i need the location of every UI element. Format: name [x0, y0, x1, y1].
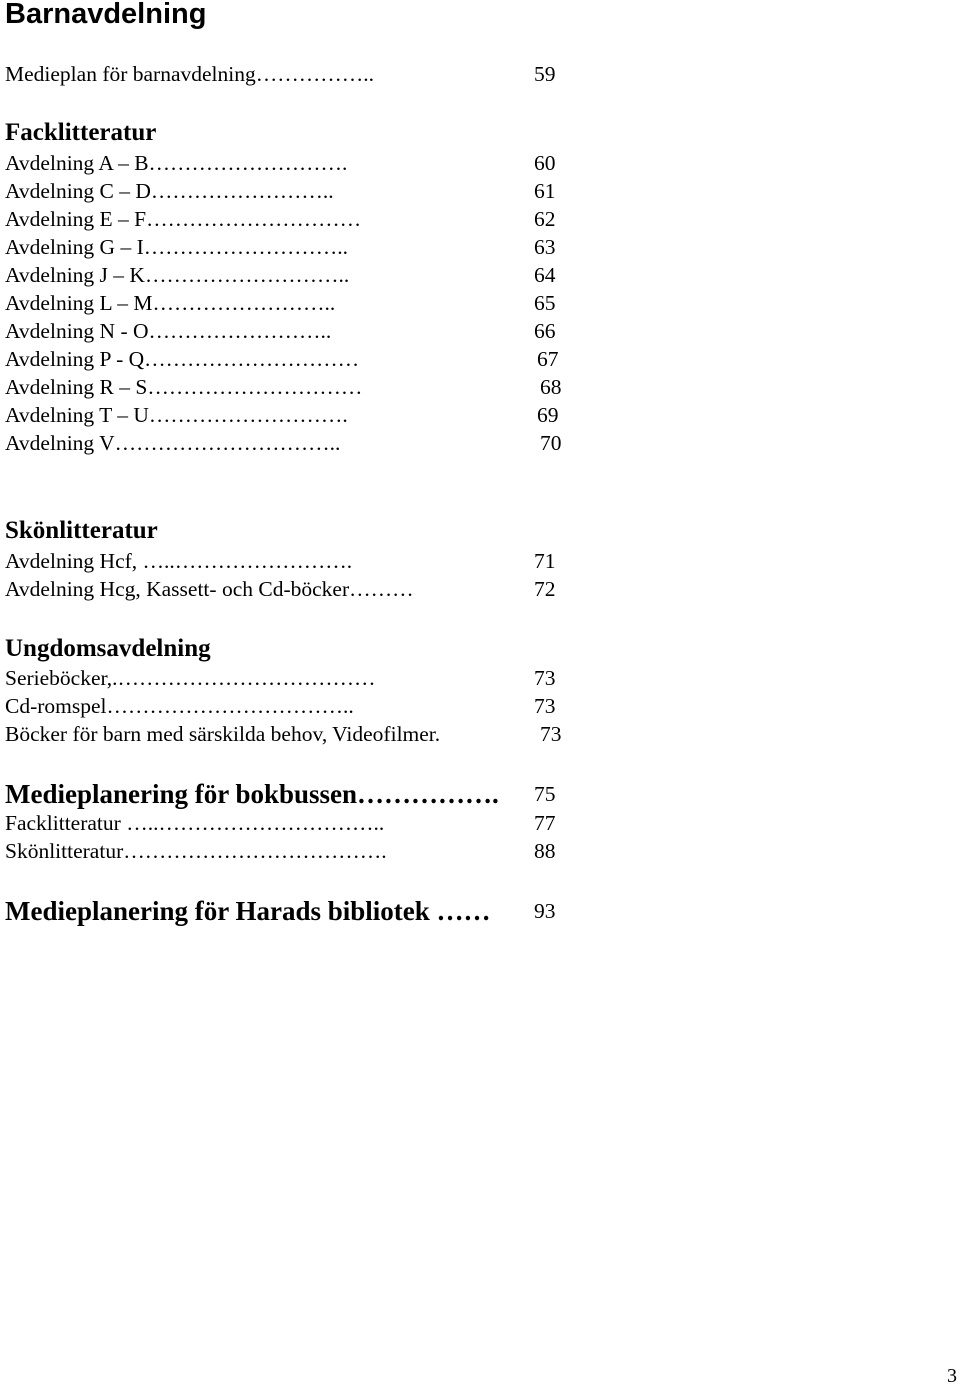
- toc-entry-label: Avdelning E – F…………………………: [5, 207, 362, 231]
- toc-entry-page: 71: [534, 549, 556, 573]
- toc-entry-label: Avdelning L – M……………………..: [5, 291, 336, 315]
- toc-entry-page: 75: [534, 782, 556, 806]
- toc-entry-label: Avdelning C – D……………………..: [5, 179, 334, 203]
- page-title: Barnavdelning: [5, 0, 207, 30]
- toc-entry-label: Avdelning V…………………………..: [5, 431, 341, 455]
- toc-entry-page: 72: [534, 577, 556, 601]
- toc-entry-label: Avdelning P - Q…………………………: [5, 347, 360, 371]
- toc-entry-page: 62: [534, 207, 556, 231]
- toc-entry-page: 93: [534, 899, 556, 923]
- toc-entry-page: 73: [534, 694, 556, 718]
- toc-entry-label: Facklitteratur …..…………………………..: [5, 811, 385, 835]
- toc-entry-page: 73: [534, 666, 556, 690]
- toc-entry-label: Cd-romspel……………………………..: [5, 694, 354, 718]
- toc-entry-page: 88: [534, 839, 556, 863]
- toc-entry-page: 65: [534, 291, 556, 315]
- section-heading: Medieplanering för Harads bibliotek ……: [5, 896, 491, 926]
- toc-entry-label: Medieplan för barnavdelning……………..: [5, 62, 374, 86]
- toc-entry-page: 59: [534, 62, 556, 86]
- toc-entry-label: Avdelning Hcg, Kassett- och Cd-böcker………: [5, 577, 414, 601]
- toc-entry-label: Avdelning T – U……………………….: [5, 403, 348, 427]
- toc-entry-label: Avdelning Hcf, …..…………………….: [5, 549, 353, 573]
- toc-entry-page: 73: [540, 722, 562, 746]
- section-heading: Medieplanering för bokbussen…………….: [5, 779, 499, 809]
- section-heading: Facklitteratur: [5, 119, 157, 146]
- toc-entry-page: 69: [537, 403, 559, 427]
- toc-entry-page: 60: [534, 151, 556, 175]
- toc-entry-label: Skönlitteratur……………………………….: [5, 839, 387, 863]
- toc-entry-page: 77: [534, 811, 556, 835]
- toc-entry-label: Serieböcker,.………………………………: [5, 666, 376, 690]
- toc-entry-page: 66: [534, 319, 556, 343]
- toc-entry-page: 64: [534, 263, 556, 287]
- toc-entry-page: 63: [534, 235, 556, 259]
- page-number: 3: [947, 1365, 957, 1387]
- toc-entry-label: Avdelning A – B……………………….: [5, 151, 348, 175]
- toc-entry-page: 68: [540, 375, 562, 399]
- section-heading: Skönlitteratur: [5, 517, 158, 544]
- toc-entry-label: Böcker för barn med särskilda behov, Videofilmer.: [5, 722, 441, 746]
- toc-entry-label: Avdelning R – S…………………………: [5, 375, 363, 399]
- toc-entry-page: 61: [534, 179, 556, 203]
- toc-entry-page: 70: [540, 431, 562, 455]
- toc-entry-page: 67: [537, 347, 559, 371]
- toc-entry-label: Avdelning N - O……………………..: [5, 319, 332, 343]
- section-heading: Ungdomsavdelning: [5, 635, 211, 662]
- toc-entry-label: Avdelning G – I………………………..: [5, 235, 348, 259]
- toc-entry-label: Avdelning J – K………………………..: [5, 263, 350, 287]
